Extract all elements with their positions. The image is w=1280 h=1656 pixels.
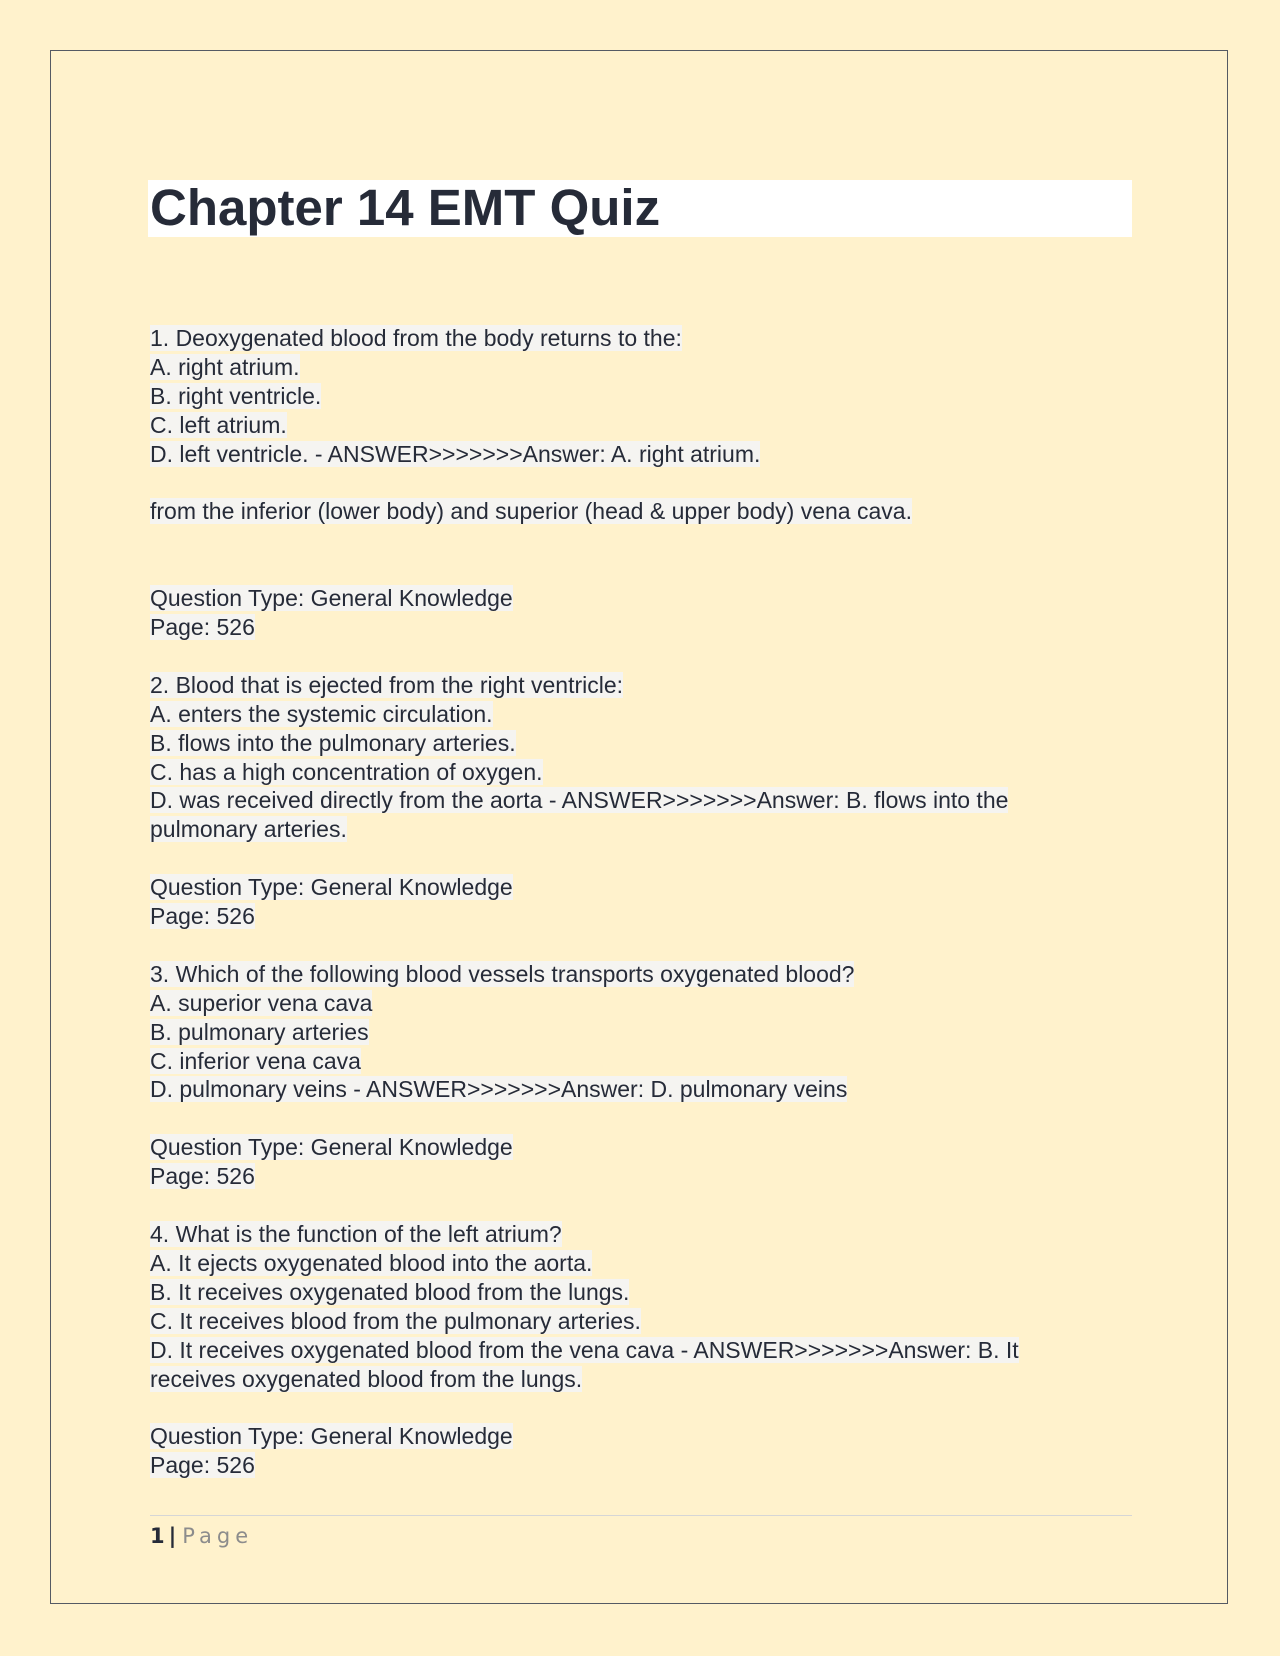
question-type: Question Type: General Knowledge [150, 585, 513, 612]
answer-option: A. right atrium. [150, 353, 300, 380]
question-page: Page: 526 [150, 1163, 255, 1190]
answer-option: D. It receives oxygenated blood from the vena cava - ANSWER>>>>>>>Answer: B. It [150, 1336, 1019, 1363]
answer-option: B. pulmonary arteries [150, 1018, 369, 1045]
answer-option: B. flows into the pulmonary arteries. [150, 729, 516, 756]
question-text: 2. Blood that is ejected from the right ventricle: [150, 671, 624, 698]
question-text: 4. What is the function of the left atrium? [150, 1220, 562, 1247]
answer-option: C. has a high concentration of oxygen. [150, 758, 543, 785]
question-page: Page: 526 [150, 614, 255, 641]
question-type: Question Type: General Knowledge [150, 874, 513, 901]
quiz-content [150, 324, 1140, 1480]
answer-option: B. right ventricle. [150, 382, 322, 409]
answer-option: D. pulmonary veins - ANSWER>>>>>>>Answer: D. pulmonary veins [150, 1076, 848, 1103]
footer-separator: | [168, 1524, 177, 1548]
question-text: 1. Deoxygenated blood from the body returns to the: [150, 325, 682, 351]
question-block-1 [150, 324, 1140, 642]
answer-option: A. enters the systemic circulation. [150, 700, 493, 727]
footer-divider [150, 1515, 1132, 1516]
answer-option: A. superior vena cava [150, 989, 373, 1016]
question-block-4 [150, 1220, 1140, 1480]
page-footer [150, 1522, 253, 1550]
page-label: Page [182, 1524, 254, 1548]
question-page: Page: 526 [150, 1452, 255, 1479]
answer-option: D. left ventricle. - ANSWER>>>>>>>Answer: A. right atrium. [150, 440, 761, 467]
answer-option: C. left atrium. [150, 411, 287, 438]
document-title: Chapter 14 EMT Quiz [150, 179, 661, 236]
answer-option: C. inferior vena cava [150, 1047, 361, 1074]
answer-option-continued: pulmonary arteries. [150, 816, 347, 843]
answer-option: C. It receives blood from the pulmonary arteries. [150, 1307, 641, 1334]
page-number: 1 [150, 1524, 165, 1548]
answer-explanation: from the inferior (lower body) and superior (head & upper body) vena cava. [150, 498, 912, 525]
answer-option-continued: receives oxygenated blood from the lungs. [150, 1365, 583, 1392]
question-text: 3. Which of the following blood vessels transports oxygenated blood? [150, 960, 855, 987]
answer-option: D. was received directly from the aorta - ANSWER>>>>>>>Answer: B. flows into the [150, 787, 1009, 814]
question-type: Question Type: General Knowledge [150, 1134, 513, 1161]
question-type: Question Type: General Knowledge [150, 1423, 513, 1450]
answer-option: B. It receives oxygenated blood from the lungs. [150, 1278, 630, 1305]
answer-option: A. It ejects oxygenated blood into the aorta. [150, 1249, 593, 1276]
question-block-3 [150, 960, 1140, 1191]
question-block-2 [150, 671, 1140, 931]
question-page: Page: 526 [150, 903, 255, 930]
